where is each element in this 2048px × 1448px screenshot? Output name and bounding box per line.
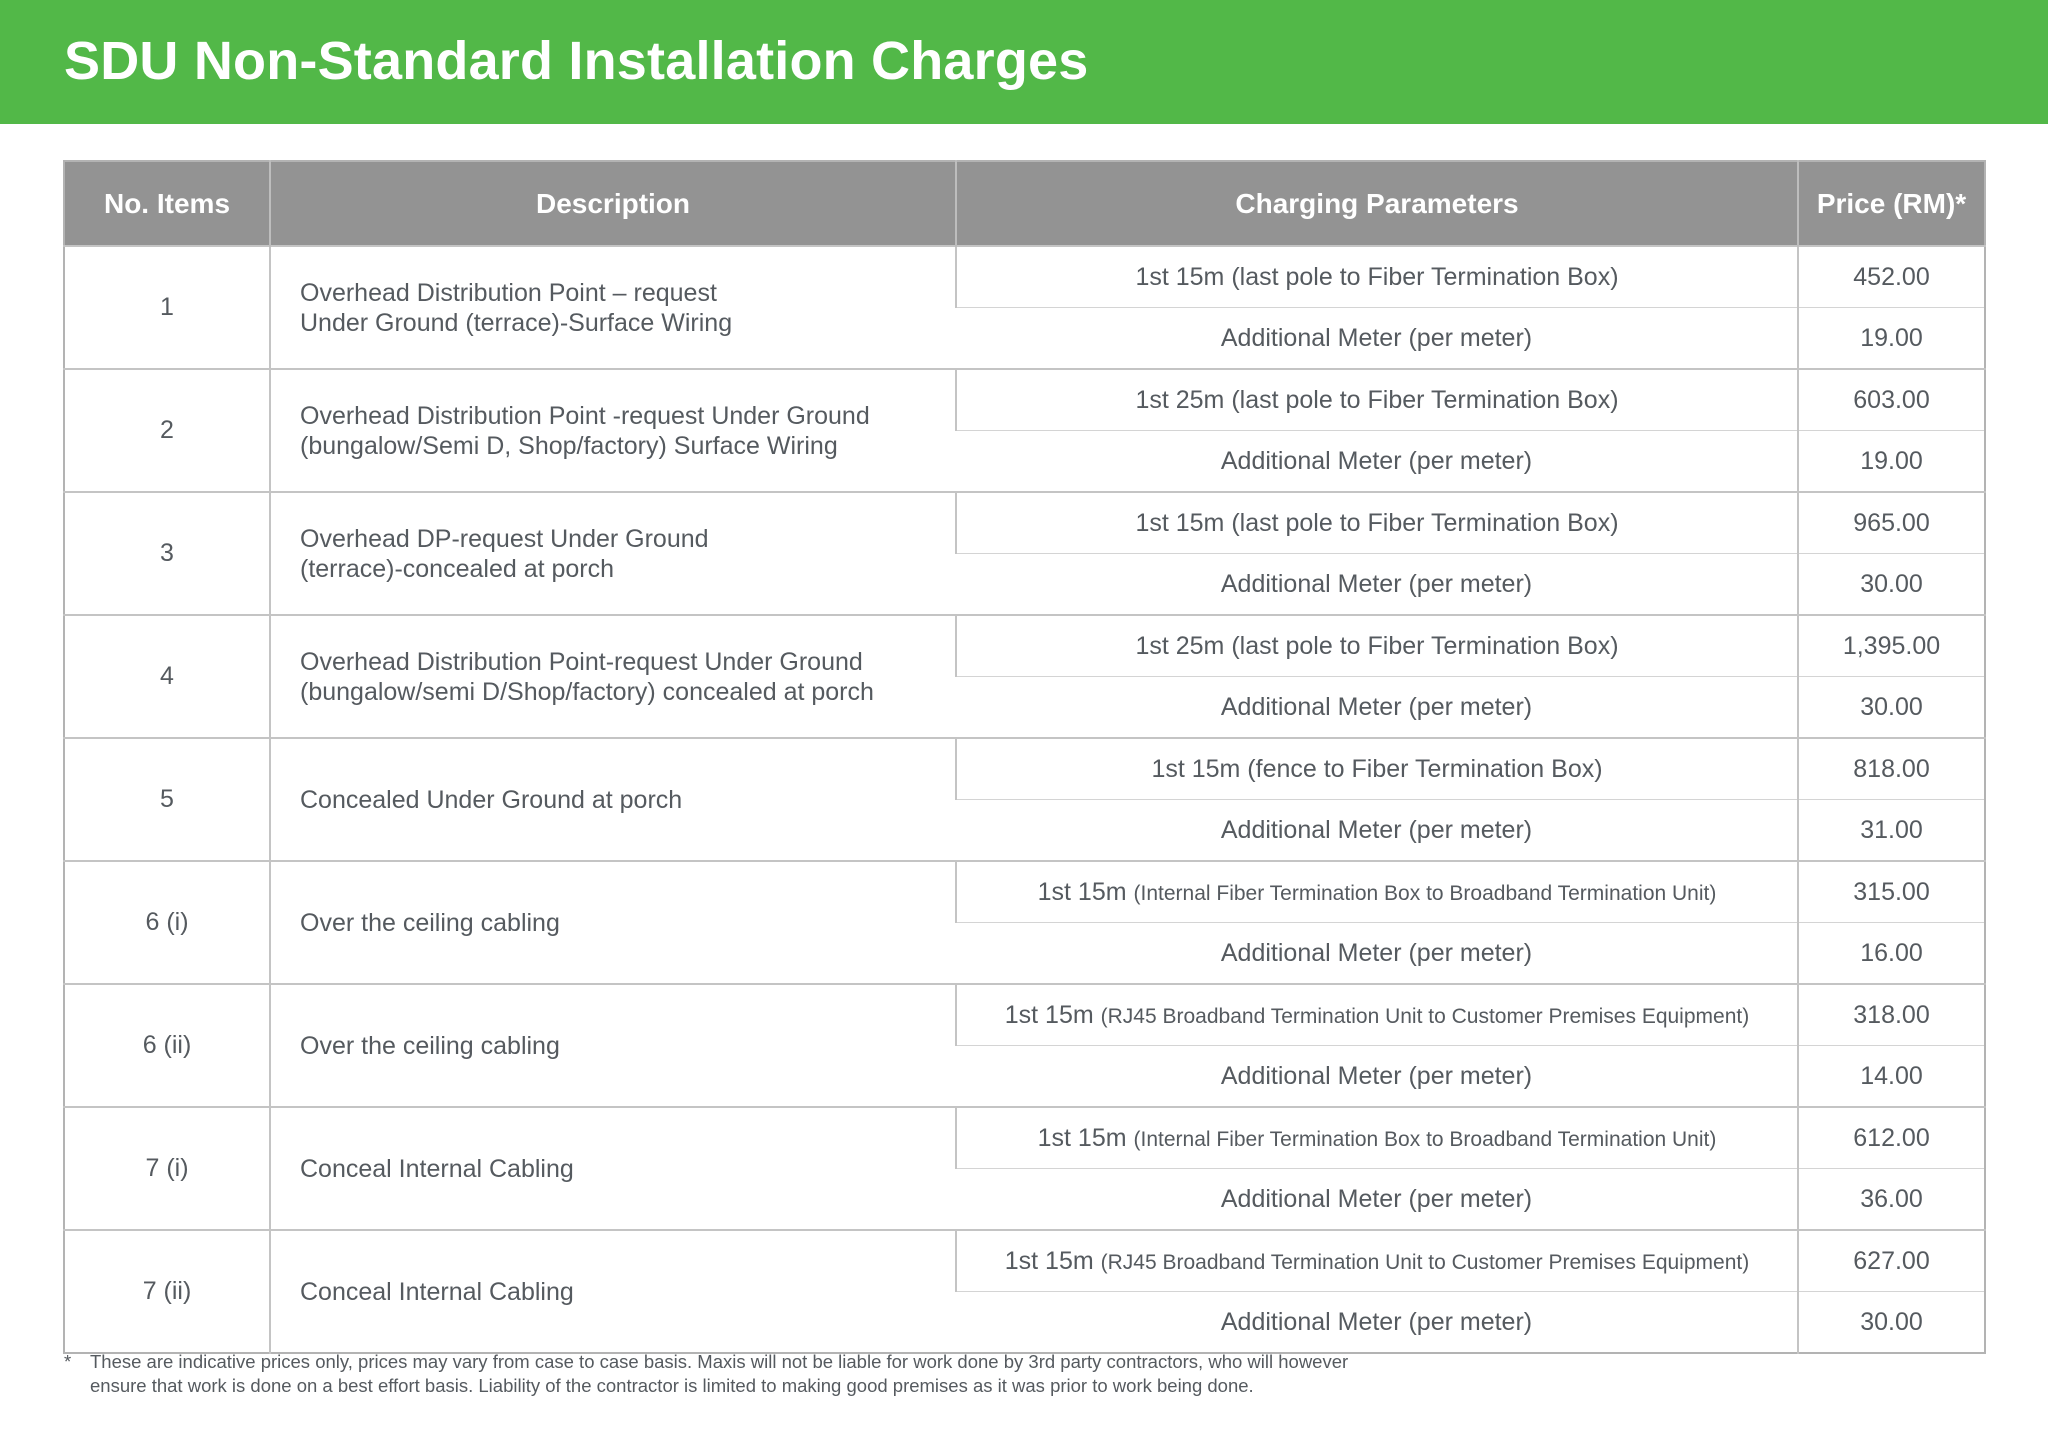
charging-parameter-additional: Additional Meter (per meter) — [956, 1292, 1798, 1354]
table-row — [64, 1107, 1985, 1169]
description-line-1: Conceal Internal Cabling — [300, 1277, 574, 1306]
title-banner — [0, 0, 2048, 124]
description-line-1: Overhead Distribution Point-request Under Ground — [300, 647, 863, 676]
item-description — [270, 492, 956, 615]
item-description — [270, 984, 956, 1107]
price-additional: 14.00 — [1798, 1046, 1985, 1108]
charging-parameter-additional: Additional Meter (per meter) — [956, 308, 1798, 370]
price-first: 315.00 — [1798, 861, 1985, 923]
price-first: 603.00 — [1798, 369, 1985, 431]
price-additional: 30.00 — [1798, 677, 1985, 739]
price-first: 452.00 — [1798, 246, 1985, 308]
description-line-2: (terrace)-concealed at porch — [300, 554, 615, 583]
table-row — [64, 246, 1985, 308]
item-number: 6 (i) — [64, 861, 270, 984]
charging-parameter-first — [956, 1230, 1798, 1292]
description-line-1: Overhead DP-request Under Ground — [300, 524, 709, 553]
item-number: 4 — [64, 615, 270, 738]
table-row — [64, 861, 1985, 923]
header-description: Description — [270, 161, 956, 246]
parameter-main-text: 1st 15m — [1037, 877, 1134, 906]
item-number: 2 — [64, 369, 270, 492]
price-first: 612.00 — [1798, 1107, 1985, 1169]
item-number: 5 — [64, 738, 270, 861]
price-additional: 31.00 — [1798, 800, 1985, 862]
description-line-2: (bungalow/semi D/Shop/factory) concealed at porch — [300, 677, 874, 706]
charging-parameter-first — [956, 246, 1798, 308]
charging-parameter-first — [956, 738, 1798, 800]
page-title: SDU Non-Standard Installation Charges — [64, 31, 1089, 91]
item-description — [270, 615, 956, 738]
description-line-1: Overhead Distribution Point -request Under Ground — [300, 401, 870, 430]
table-row — [64, 984, 1985, 1046]
parameter-detail-text: (Internal Fiber Termination Box to Broadband Termination Unit) — [1133, 1127, 1717, 1151]
price-additional: 19.00 — [1798, 308, 1985, 370]
description-line-1: Concealed Under Ground at porch — [300, 785, 683, 814]
item-number: 7 (ii) — [64, 1230, 270, 1353]
charging-parameter-first — [956, 615, 1798, 677]
footnote — [64, 1350, 1564, 1398]
parameter-main-text: 1st 15m (last pole to Fiber Termination Box) — [1135, 508, 1619, 537]
item-number: 6 (ii) — [64, 984, 270, 1107]
price-first: 1,395.00 — [1798, 615, 1985, 677]
price-additional: 19.00 — [1798, 431, 1985, 493]
charging-parameter-additional: Additional Meter (per meter) — [956, 554, 1798, 616]
table-row — [64, 492, 1985, 554]
item-description — [270, 738, 956, 861]
charging-parameter-first — [956, 1107, 1798, 1169]
table-row — [64, 1230, 1985, 1292]
parameter-main-text: 1st 15m — [1004, 1000, 1101, 1029]
charges-table — [63, 160, 1986, 1354]
item-description — [270, 246, 956, 369]
parameter-main-text: 1st 25m (last pole to Fiber Termination Box) — [1135, 631, 1619, 660]
footnote-line-1: These are indicative prices only, prices may vary from case to case basis. Maxis will not be liable for work done by 3rd party contractors, who will however — [90, 1351, 1349, 1372]
header-no-items: No. Items — [64, 161, 270, 246]
item-description — [270, 1107, 956, 1230]
table-row — [64, 738, 1985, 800]
item-number: 3 — [64, 492, 270, 615]
parameter-detail-text: (RJ45 Broadband Termination Unit to Customer Premises Equipment) — [1100, 1250, 1750, 1274]
footnote-line-2: ensure that work is done on a best effort basis. Liability of the contractor is limited to making good premises as it was prior to work being done. — [90, 1375, 1254, 1396]
price-additional: 16.00 — [1798, 923, 1985, 985]
price-additional: 30.00 — [1798, 554, 1985, 616]
price-first: 318.00 — [1798, 984, 1985, 1046]
price-additional: 36.00 — [1798, 1169, 1985, 1231]
charging-parameter-additional: Additional Meter (per meter) — [956, 431, 1798, 493]
charging-parameter-first — [956, 492, 1798, 554]
price-first: 818.00 — [1798, 738, 1985, 800]
parameter-detail-text: (Internal Fiber Termination Box to Broadband Termination Unit) — [1133, 881, 1717, 905]
parameter-main-text: 1st 15m — [1037, 1123, 1134, 1152]
item-description — [270, 861, 956, 984]
header-charging-parameters: Charging Parameters — [956, 161, 1798, 246]
price-additional: 30.00 — [1798, 1292, 1985, 1354]
charging-parameter-additional: Additional Meter (per meter) — [956, 1046, 1798, 1108]
parameter-main-text: 1st 15m — [1004, 1246, 1101, 1275]
charging-parameter-first — [956, 984, 1798, 1046]
table-row — [64, 369, 1985, 431]
header-price: Price (RM)* — [1798, 161, 1985, 246]
charging-parameter-first — [956, 861, 1798, 923]
description-line-1: Over the ceiling cabling — [300, 908, 560, 937]
item-number: 1 — [64, 246, 270, 369]
parameter-main-text: 1st 25m (last pole to Fiber Termination Box) — [1135, 385, 1619, 414]
description-line-1: Overhead Distribution Point – request — [300, 278, 717, 307]
description-line-2: Under Ground (terrace)-Surface Wiring — [300, 308, 733, 337]
item-description — [270, 1230, 956, 1353]
description-line-1: Over the ceiling cabling — [300, 1031, 560, 1060]
table-header-row — [64, 161, 1985, 246]
parameter-main-text: 1st 15m (fence to Fiber Termination Box) — [1151, 754, 1603, 783]
item-description — [270, 369, 956, 492]
parameter-main-text: 1st 15m (last pole to Fiber Termination Box) — [1135, 262, 1619, 291]
charging-parameter-additional: Additional Meter (per meter) — [956, 677, 1798, 739]
charging-parameter-additional: Additional Meter (per meter) — [956, 923, 1798, 985]
table-row — [64, 615, 1985, 677]
charging-parameter-additional: Additional Meter (per meter) — [956, 800, 1798, 862]
price-first: 965.00 — [1798, 492, 1985, 554]
footnote-asterisk: * — [64, 1351, 72, 1372]
description-line-1: Conceal Internal Cabling — [300, 1154, 574, 1183]
description-line-2: (bungalow/Semi D, Shop/factory) Surface Wiring — [300, 431, 838, 460]
price-first: 627.00 — [1798, 1230, 1985, 1292]
charging-parameter-additional: Additional Meter (per meter) — [956, 1169, 1798, 1231]
parameter-detail-text: (RJ45 Broadband Termination Unit to Customer Premises Equipment) — [1100, 1004, 1750, 1028]
item-number: 7 (i) — [64, 1107, 270, 1230]
charging-parameter-first — [956, 369, 1798, 431]
